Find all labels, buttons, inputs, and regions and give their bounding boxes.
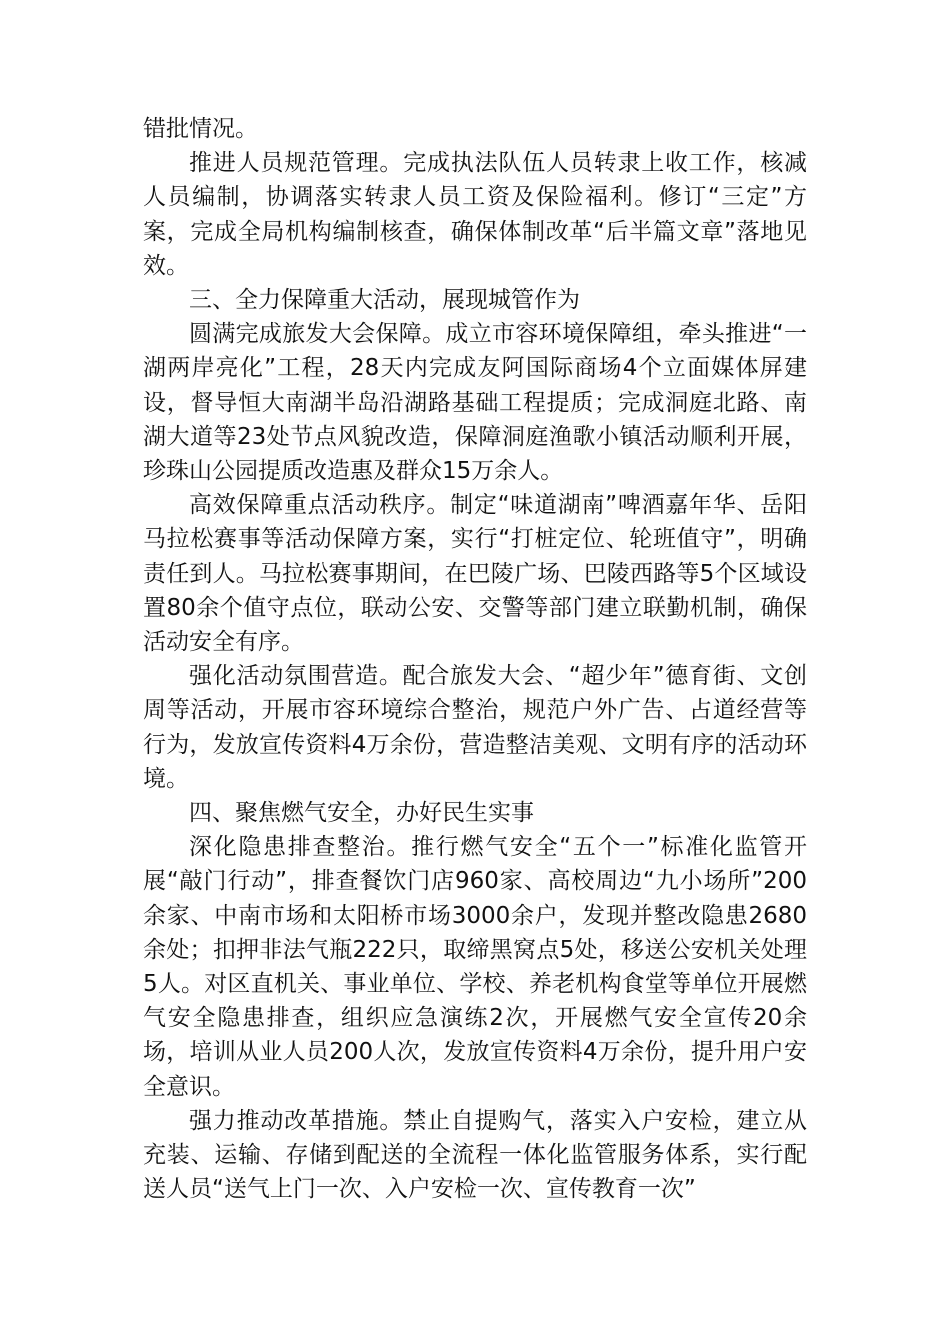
paragraph-continuation: 错批情况。 [143, 116, 258, 142]
paragraph-personnel-management: 推进人员规范管理。完成执法队伍人员转隶上收工作，核减人员编制，协调落实转隶人员工资及保险福利。修订“三定”方案，完成全局机构编制核查，确保体制改革“后半篇文章”落地见效。 [143, 150, 807, 279]
section-heading-4: 四、聚焦燃气安全，办好民生实事 [189, 800, 534, 827]
document-body [143, 112, 807, 1207]
paragraph-event-order: 高效保障重点活动秩序。制定“味道湖南”啤酒嘉年华、岳阳马拉松赛事等活动保障方案，实行“打桩定位、轮班值守”，明确责任到人。马拉松赛事期间，在巴陵广场、巴陵西路等5个区域设置80余个值守点位，联动公安、交警等部门建立联勤机制，确保活动安全有序。 [143, 492, 807, 656]
section-heading-3: 三、全力保障重大活动，展现城管作为 [189, 287, 580, 314]
paragraph-reform-measures: 强力推动改革措施。禁止自提购气，落实入户安检，建立从充装、运输、存储到配送的全流程一体化监管服务体系，实行配送人员“送气上门一次、入户安检一次、宣传教育一次” [143, 1107, 807, 1203]
paragraph-tourism-conference: 圆满完成旅发大会保障。成立市容环境保障组，牵头推进“一湖两岸亮化”工程，28天内完成友阿国际商场4个立面媒体屏建设，督导恒大南湖半岛沿湖路基础工程提质；完成洞庭北路、南湖大道等23处节点风貌改造，保障洞庭渔歌小镇活动顺利开展，珍珠山公园提质改造惠及群众15万余人。 [143, 321, 807, 485]
paragraph-hazard-inspection: 深化隐患排查整治。推行燃气安全“五个一”标准化监管开展“敲门行动”，排查餐饮门店960家、高校周边“九小场所”200余家、中南市场和太阳桥市场3000余户，发现并整改隐患2680余处；扣押非法气瓶222只，取缔黑窝点5处，移送公安机关处理5人。对区直机关、事业单位、学校、养老机构食堂等单位开展燃气安全隐患排查，组织应急演练2次，开展燃气安全宣传20余场，培训从业人员200人次，发放宣传资料4万余份，提升用户安全意识。 [143, 834, 807, 1100]
paragraph-event-atmosphere: 强化活动氛围营造。配合旅发大会、“超少年”德育街、文创周等活动，开展市容环境综合整治，规范户外广告、占道经营等行为，发放宣传资料4万余份，营造整洁美观、文明有序的活动环境。 [143, 663, 807, 792]
